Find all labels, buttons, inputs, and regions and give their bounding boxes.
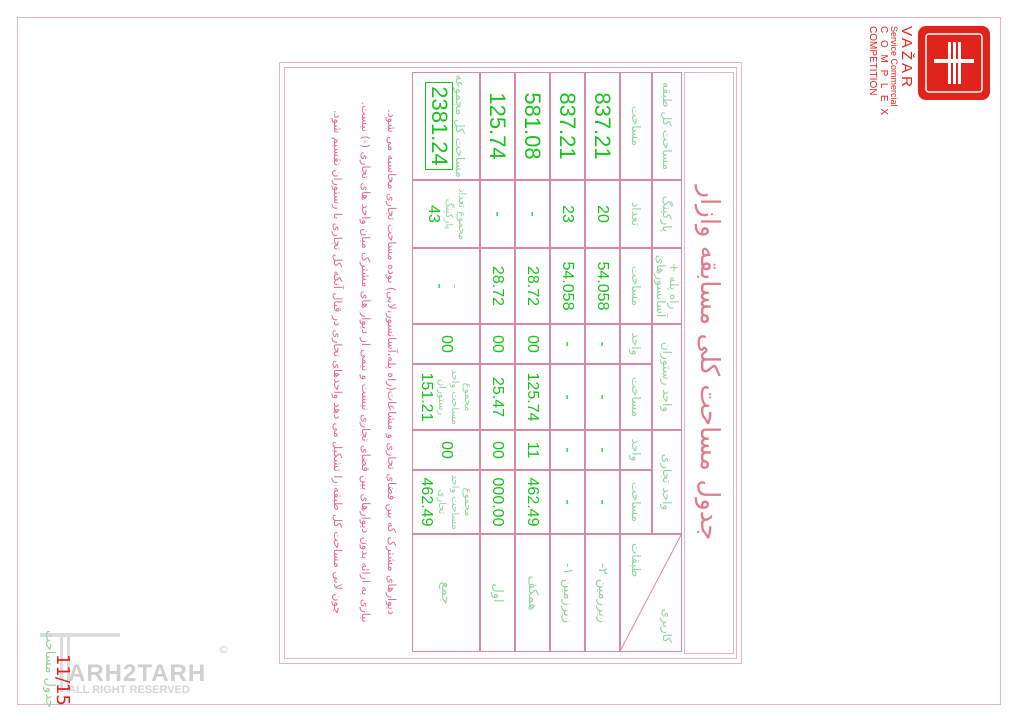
table-cell-com-area: - bbox=[585, 470, 620, 534]
header-commercial-unit: واحد bbox=[620, 430, 652, 470]
table-cell-total: 125.74 bbox=[480, 72, 515, 180]
table-cell-rest-area: - bbox=[585, 364, 620, 430]
page-number bbox=[35, 630, 95, 709]
table-cell-stair: 54.058 bbox=[585, 248, 620, 324]
header-stair: راه پله + آسانسورهای bbox=[652, 248, 682, 324]
table-cell-rest-area: 125.74 bbox=[515, 364, 550, 430]
header-restaurant-unit: واحد bbox=[620, 324, 652, 364]
copyright-icon: © bbox=[218, 643, 229, 656]
totals-stair-cell bbox=[412, 248, 480, 324]
totals-com-caption: مجموع مساحت واحد تجاری bbox=[436, 474, 474, 530]
header-parking-count: تعداد bbox=[620, 180, 652, 248]
header-parking: پارکینگ bbox=[652, 180, 682, 248]
totals-parking-caption: مجموع تعداد پارکینگ bbox=[443, 188, 467, 240]
header-floors: طبقات bbox=[629, 543, 643, 578]
note-2: نیازی به ارائه بدون دیوارهای بین فضای تجاری نیست و نیمی از دیوار های مشترک میان واحد های تجاری (-) نیست. bbox=[359, 101, 372, 623]
brand-line3: COMPETITION bbox=[867, 26, 878, 96]
table-cell-parking: - bbox=[480, 180, 515, 248]
brand-line2: C O M P L E X bbox=[878, 26, 889, 118]
header-total-area-sub: مساحت bbox=[620, 72, 652, 180]
table-cell-com-unit: 11 bbox=[515, 430, 550, 470]
header-total-area: مساحت کل طبقه bbox=[652, 72, 682, 180]
table-cell-com-unit: - bbox=[550, 430, 585, 470]
table-cell-parking: 20 bbox=[585, 180, 620, 248]
table-cell-total: 581.08 bbox=[515, 72, 550, 180]
title-bar bbox=[684, 72, 734, 654]
totals-com-area-cell bbox=[412, 470, 480, 534]
header-commercial: واحد تجاری bbox=[652, 430, 682, 534]
totals-rest-area: 151.21 bbox=[418, 372, 436, 422]
table-cell-stair: 28.72 bbox=[515, 248, 550, 324]
header-usage: کاربری bbox=[660, 608, 674, 643]
brand-name: VAŽAR bbox=[898, 26, 915, 90]
table-cell-floor: زیرزمین ۲- bbox=[585, 534, 620, 652]
totals-parking: 43 bbox=[425, 205, 442, 223]
brand-text bbox=[845, 26, 915, 126]
table-cell-com-area: 000.00 bbox=[480, 470, 515, 534]
table-cell-total: 837.21 bbox=[550, 72, 585, 180]
totals-stair: - bbox=[431, 283, 449, 289]
table-cell-total: 837.21 bbox=[585, 72, 620, 180]
header-stair-area: مساحت bbox=[620, 248, 652, 324]
table-cell-floor: زیرزمین ۱- bbox=[550, 534, 585, 652]
watermark-sub: ALL RIGHT RESERVED bbox=[68, 684, 190, 696]
table-cell-rest-area: - bbox=[550, 364, 585, 430]
note-1: دیوارهای مشترک که بین فضای تجاری و مشاعات(راه پله،آسانسور،لابی) بوده مساحت تجاری محاسبه می شود. bbox=[385, 109, 398, 615]
totals-rest-area-cell bbox=[412, 364, 480, 430]
table-cell-com-unit: - bbox=[585, 430, 620, 470]
table-cell-com-area: 462.49 bbox=[515, 470, 550, 534]
table-cell-rest-unit: - bbox=[585, 324, 620, 364]
table-cell-rest-area: 25.47 bbox=[480, 364, 515, 430]
header-commercial-area: مساحت bbox=[620, 470, 652, 534]
watermark-brand: ARH2TARH bbox=[68, 660, 207, 687]
totals-total: 2381.24 bbox=[426, 82, 454, 170]
table-title: جدول مساحت کلی مسابقه وازار bbox=[694, 185, 724, 541]
table-cell-rest-unit: 00 bbox=[480, 324, 515, 364]
totals-total-caption: مساحت کل مجموعه bbox=[453, 74, 468, 178]
table-cell-stair: 28.72 bbox=[480, 248, 515, 324]
brand-line1: Service Commercial bbox=[889, 26, 899, 107]
vazar-logo bbox=[918, 26, 990, 100]
totals-parking-cell bbox=[412, 180, 480, 248]
table-cell-com-area: - bbox=[550, 470, 585, 534]
table-cell-floor: همکف bbox=[515, 534, 550, 652]
table-cell-stair: 54.058 bbox=[550, 248, 585, 324]
area-table bbox=[412, 72, 682, 652]
totals-rest-caption: مجموع مساحت واحد رستوران bbox=[436, 369, 474, 425]
header-restaurant-area: مساحت bbox=[620, 364, 652, 430]
totals-com-area: 462.49 bbox=[418, 477, 436, 527]
totals-total-cell bbox=[412, 72, 480, 180]
totals-stair-caption: - bbox=[448, 283, 463, 289]
header-restaurant: واحد رستوران bbox=[652, 324, 682, 430]
page-num-text: 11/15 bbox=[52, 654, 73, 706]
table-cell-parking: 23 bbox=[550, 180, 585, 248]
notes bbox=[292, 72, 402, 652]
table-cell-floor: اول bbox=[480, 534, 515, 652]
table-cell-rest-unit: - bbox=[550, 324, 585, 364]
table-cell-com-unit: 00 bbox=[480, 430, 515, 470]
note-3: چون لابی مساحت کل طبقه را تشکیل می دهد واحدهای تجاری در قبال آنکه کل تجاری با رستوران تقسیم شود. bbox=[331, 110, 344, 614]
totals-rest-unit: 00 bbox=[412, 324, 480, 364]
page-label: جدول مساحت bbox=[42, 630, 57, 709]
header-floors-usage bbox=[620, 534, 682, 652]
totals-label: جمع bbox=[412, 534, 480, 652]
table-cell-parking: - bbox=[515, 180, 550, 248]
totals-com-unit: 00 bbox=[412, 430, 480, 470]
table-cell-rest-unit: 00 bbox=[515, 324, 550, 364]
area-table-sheet bbox=[279, 62, 742, 664]
